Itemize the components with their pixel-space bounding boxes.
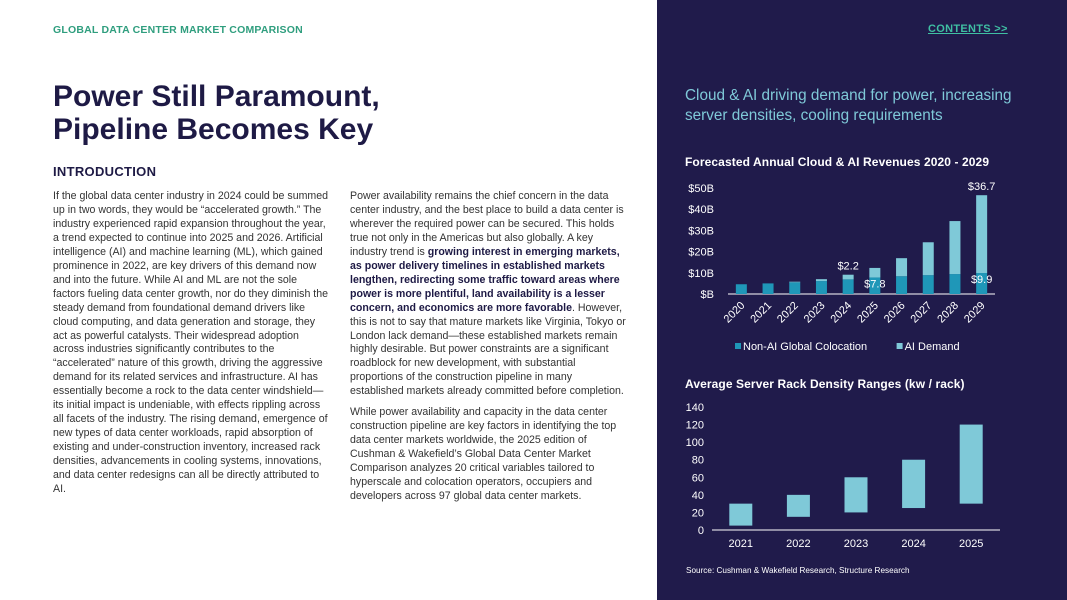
report-kicker: GLOBAL DATA CENTER MARKET COMPARISON — [53, 24, 303, 36]
source-note: Source: Cushman & Wakefield Research, Structure Research — [686, 566, 910, 575]
x-tick-label: 2028 — [935, 299, 962, 326]
x-tick-label: 2025 — [855, 299, 881, 326]
legend-swatch — [897, 343, 903, 349]
bar-segment — [896, 276, 907, 294]
y-tick-label: $10B — [688, 267, 714, 280]
y-tick-label: $20B — [688, 246, 714, 259]
bar-segment — [923, 242, 934, 275]
y-tick-label: $30B — [688, 225, 714, 238]
contents-link[interactable]: CONTENTS >> — [928, 23, 1008, 35]
title-line-1: Power Still Paramount, — [53, 80, 380, 113]
data-label: $7.8 — [864, 278, 886, 291]
y-tick-label: 20 — [691, 507, 704, 520]
data-label: $2.2 — [837, 260, 859, 273]
bar-segment — [896, 258, 907, 276]
bar-segment — [976, 195, 987, 273]
x-tick-label: 2021 — [748, 299, 775, 326]
title-line-2: Pipeline Becomes Key — [53, 113, 374, 146]
y-tick-label: 80 — [691, 454, 704, 467]
range-bar — [902, 460, 925, 508]
x-tick-label: 2024 — [828, 299, 855, 326]
data-label: $9.9 — [970, 274, 993, 287]
range-bar — [729, 504, 752, 526]
legend-swatch — [735, 343, 741, 349]
x-tick-label: 2023 — [843, 538, 869, 550]
rack-density-chart-title: Average Server Rack Density Ranges (kw / rack) — [685, 377, 965, 391]
data-label: $36.7 — [967, 181, 996, 194]
range-bar — [845, 477, 868, 512]
x-tick-label: 2022 — [786, 538, 811, 550]
y-tick-label: 120 — [685, 419, 704, 432]
bar-segment — [789, 282, 800, 283]
x-tick-label: 2027 — [908, 299, 935, 326]
paragraph — [350, 190, 628, 399]
paragraph-text: . However, this is not to say that mature markets like Virginia, Tokyo or London lack demand—these established markets remain highly desirable. But power constraints are a significant roadblock for new development, with substantial proportions of the construction pipeline in many established markets already committed before completion. — [350, 301, 626, 398]
x-tick-label: 2021 — [728, 538, 754, 550]
x-tick-label: 2026 — [881, 299, 908, 326]
bar-segment — [843, 279, 854, 294]
bar-segment — [736, 284, 747, 294]
x-tick-label: 2025 — [958, 538, 984, 550]
y-tick-label: 40 — [691, 489, 704, 502]
y-tick-label: $B — [700, 289, 714, 301]
bar-segment — [763, 283, 774, 294]
y-tick-label: 140 — [685, 402, 704, 414]
revenue-chart — [660, 170, 1060, 365]
y-tick-label: 0 — [697, 525, 704, 537]
bar-segment — [949, 221, 960, 274]
bar-segment — [869, 268, 880, 278]
legend-label: AI Demand — [904, 341, 960, 353]
bar-segment — [949, 274, 960, 294]
y-tick-label: 60 — [691, 472, 704, 485]
paragraph-bold-text: growing interest in emerging markets, as power delivery timelines in established markets lengthen, redirecting some traffic toward areas where power is more plentiful, land availability is a lesser concern, and economics are more favorable — [350, 245, 620, 314]
y-tick-label: $40B — [688, 204, 714, 217]
sidebar-heading: Cloud & AI driving demand for power, increasing server densities, cooling requirements — [685, 87, 1012, 124]
rack-density-chart — [660, 395, 1060, 560]
bar-segment — [789, 282, 800, 294]
x-tick-label: 2020 — [721, 299, 748, 326]
legend-label: Non-AI Global Colocation — [743, 341, 868, 353]
y-tick-label: 100 — [685, 437, 704, 450]
paragraph-text: Power availability remains the chief concern in the data center industry, and the best place to build a data center is wherever the required power can be secured. This holds true not only in the Americas but also globally. A key industry trend is — [350, 190, 624, 258]
revenue-chart-title: Forecasted Annual Cloud & AI Revenues 2020 - 2029 — [685, 155, 990, 169]
bar-segment — [816, 281, 827, 294]
section-heading: INTRODUCTION — [53, 164, 157, 179]
x-tick-label: 2022 — [775, 299, 801, 326]
x-tick-label: 2023 — [801, 299, 828, 326]
x-tick-label: 2024 — [901, 538, 926, 550]
bar-segment — [816, 279, 827, 281]
page-title — [53, 80, 473, 146]
range-bar — [787, 495, 810, 517]
paragraph: While power availability and capacity in the data center construction pipeline are key factors in identifying the top data center markets worldwide, the 2025 edition of Cushman & Wakefield’s Global Data Center Market Comparison analyzes 20 critical variables tailored to hyperscale and colocation operators, occupiers and developers across 97 global data center markets. — [350, 406, 617, 503]
bar-segment — [843, 275, 854, 280]
bar-segment — [923, 275, 934, 294]
text-column-2 — [350, 190, 628, 504]
x-tick-label: 2029 — [961, 299, 988, 326]
range-bar — [960, 425, 983, 504]
paragraph: If the global data center industry in 2024 could be summed up in two words, they would be “accelerated growth.” The industry experienced rapid expansion throughout the year, a trend expected to continue into 2025 and 2026. Artificial intelligence (AI) and machine learning (ML), which gained prominence in 2022, are key drivers of this demand now and into the future. While AI and ML are not the sole factors fueling data center growth, nor do they diminish the steady demand from foundational demand drivers like cloud computing, and data generation and storage, they act as powerful catalysts. Their widespread adoption across industries significantly contributes to the “accelerated” nature of this growth, driving the aggressive demand for its related services and infrastructure. AI has essentially become a rock to the data center windshield—its initial impact is undeniable, with effects rippling across all facets of the industry. The rising demand, emergence of new types of data center workloads, rapid absorption of existing and under-construction inventory, increased rack densities, advancements in cooling systems, innovations, and data center redesigns can all be directly attributed to AI. — [53, 190, 329, 496]
text-column-1 — [53, 190, 329, 497]
y-tick-label: $50B — [688, 183, 714, 195]
